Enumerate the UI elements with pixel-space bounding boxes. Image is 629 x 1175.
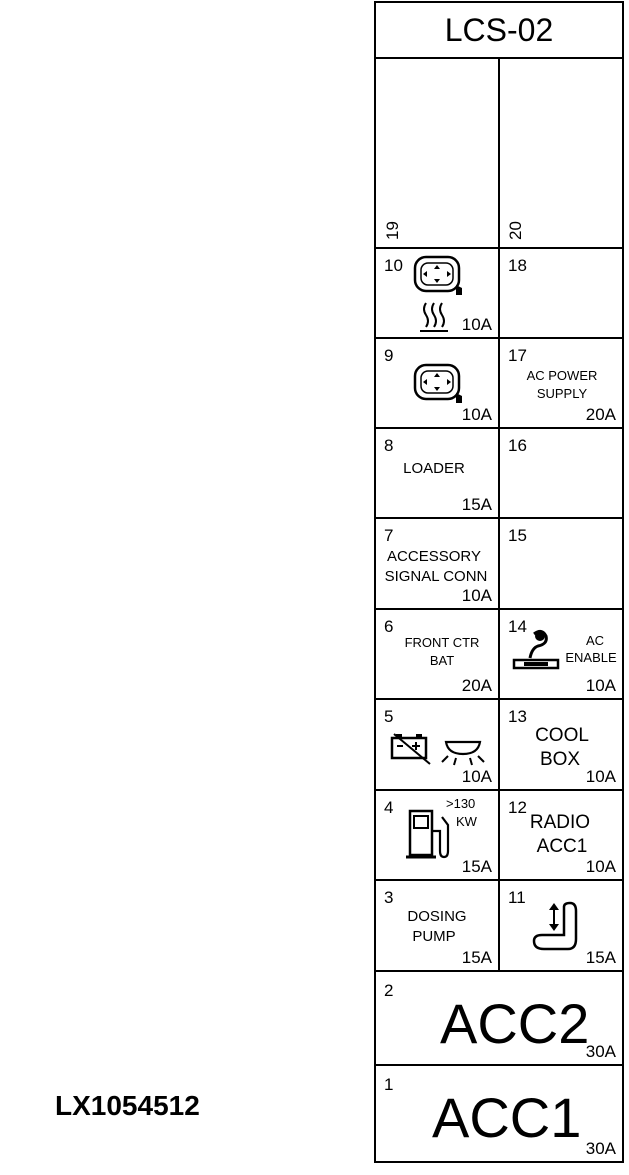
fuse-number: 17 [508, 346, 527, 365]
fuse-19-number: 19 [383, 221, 402, 240]
fuse-5 [376, 700, 498, 789]
seat-adjust-icon [530, 899, 586, 955]
fuse-18 [500, 249, 622, 337]
fuse-1 [376, 1066, 622, 1161]
fuse-panel [374, 1, 624, 1163]
part-number: LX1054512 [55, 1090, 200, 1121]
fuse-rating: 15A [585, 948, 616, 967]
fuse-label-line-2: SIGNAL CONN [384, 568, 488, 585]
fuse-10 [376, 249, 498, 337]
fuse-rating: 10A [585, 676, 616, 695]
mirror-adjust-icon [412, 363, 466, 405]
fuse-number: 9 [384, 346, 394, 365]
fuse-3 [376, 881, 498, 970]
fuse-number: 8 [384, 436, 394, 455]
fuse-label-line-1: RADIO [529, 812, 591, 833]
fuse-number: 13 [508, 707, 527, 726]
fuse-4 [376, 791, 498, 879]
fuse-label-line-2: BOX [539, 749, 581, 770]
fuse-label-line-1: ACCESSORY [387, 548, 481, 565]
fuse-rating: 20A [461, 676, 492, 695]
fuse-number: 4 [384, 798, 394, 817]
fuse-rating: 10A [461, 315, 492, 334]
fuse-power-unit: KW [456, 814, 477, 829]
fuse-label-line-2: ENABLE [565, 650, 617, 665]
fuse-rating: 20A [585, 405, 616, 424]
fuse-9 [376, 339, 498, 427]
heated-mirror-icon [412, 255, 466, 333]
fuse-number: 15 [508, 526, 527, 545]
fuse-rating: 15A [461, 948, 492, 967]
fuse-number: 2 [384, 981, 394, 1000]
battery-warning-lamp-icon [388, 732, 488, 766]
fuse-label-line-1: DOSING [407, 908, 467, 925]
fuse-label: ACC1 [432, 1086, 582, 1149]
panel-title: LCS-02 [444, 12, 554, 48]
fuse-6 [376, 610, 498, 698]
fuse-rating: 10A [461, 586, 492, 605]
fuse-7 [376, 519, 498, 608]
fuse-rating: 30A [585, 1042, 616, 1061]
fuse-17 [500, 339, 622, 427]
fuse-rating: 10A [461, 767, 492, 786]
fuse-14 [500, 610, 622, 698]
fuse-rating: 30A [585, 1139, 616, 1158]
fuse-number: 7 [384, 526, 394, 545]
fuse-8 [376, 429, 498, 517]
fuse-12 [500, 791, 622, 879]
fuse-label-line-2: BAT [429, 653, 455, 668]
fuse-label-line-1: FRONT CTR [404, 635, 480, 650]
fuse-label: LOADER [403, 460, 465, 477]
fuse-15 [500, 519, 622, 608]
fuse-label-line-2: PUMP [412, 928, 456, 945]
fuse-rating: 10A [585, 857, 616, 876]
fuse-number: 1 [384, 1075, 394, 1094]
fuse-label-line-2: SUPPLY [536, 386, 588, 401]
fuse-number: 10 [384, 256, 403, 275]
fuse-2 [376, 972, 622, 1064]
fuse-label-line-2: ACC1 [536, 836, 588, 857]
fuse-number: 11 [508, 888, 526, 907]
fuse-number: 18 [508, 256, 527, 275]
fuse-label-line-1: AC [585, 633, 605, 648]
fuse-number: 6 [384, 617, 394, 636]
cab-heater-icon [510, 624, 560, 670]
fuse-20-number: 20 [506, 221, 525, 240]
fuse-label-line-1: AC POWER [526, 368, 598, 383]
fuse-number: 14 [508, 617, 527, 636]
fuse-rating: 15A [461, 495, 492, 514]
fuse-rating: 10A [585, 767, 616, 786]
fuse-13 [500, 700, 622, 789]
fuse-16 [500, 429, 622, 517]
fuse-number: 12 [508, 798, 527, 817]
fuse-number: 16 [508, 436, 527, 455]
fuse-number: 5 [384, 707, 394, 726]
fuse-rating: 10A [461, 405, 492, 424]
fuse-number: 3 [384, 888, 394, 907]
fuse-11 [500, 881, 622, 970]
fuse-power-threshold: >130 [446, 796, 476, 811]
fuse-label-line-1: COOL [535, 725, 589, 746]
fuse-label: ACC2 [440, 992, 590, 1055]
fuse-rating: 15A [461, 857, 492, 876]
